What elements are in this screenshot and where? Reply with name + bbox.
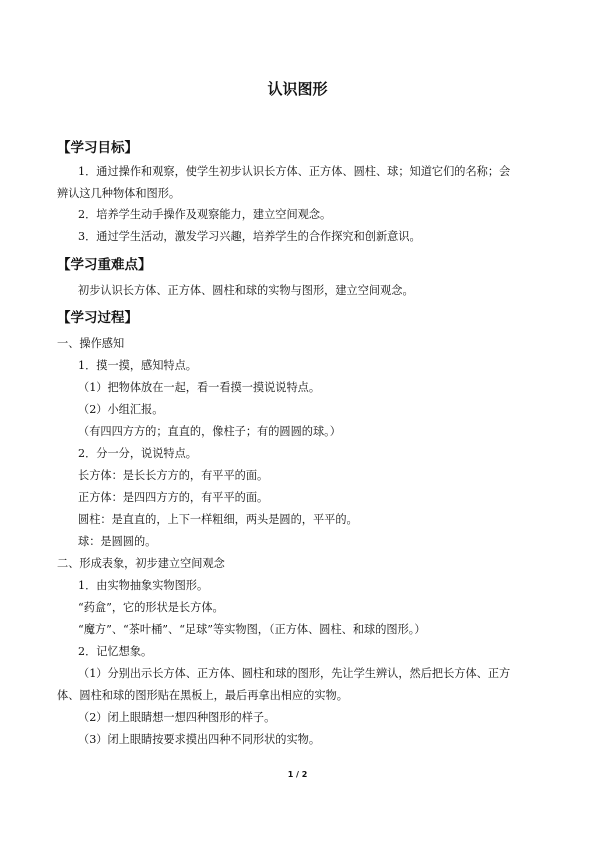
goal-2: 2．培养学生动手操作及观察能力，建立空间观念。 (78, 208, 332, 221)
section-heading-key-points: 【学习重难点】 (57, 257, 152, 273)
process-part-1-step-1: 1．摸一摸，感知特点。 (78, 359, 197, 372)
shape-sphere-description: 球：是圆圆的。 (78, 535, 157, 548)
process-part-2-sub-2: （2）闭上眼睛想一想四种图形的样子。 (78, 711, 276, 724)
shape-cube-description: 正方体：是四四方方的，有平平的面。 (78, 491, 269, 504)
process-part-2-objects: “魔方”、“茶叶桶”、“足球”等实物图，（正方体、圆柱、和球的图形。） (78, 623, 426, 636)
process-part-2-medicine: “药盒”，它的形状是长方体。 (78, 601, 224, 614)
section-heading-process: 【学习过程】 (57, 310, 138, 326)
shape-cuboid-description: 长方体：是长长方方的，有平平的面。 (78, 469, 269, 482)
process-part-2-sub-3: （3）闭上眼睛按要求摸出四种不同形状的实物。 (78, 733, 321, 746)
section-heading-goals: 【学习目标】 (57, 140, 138, 156)
key-points-text: 初步认识长方体、正方体、圆柱和球的实物与图形，建立空间观念。 (78, 284, 414, 297)
page-number: 1 / 2 (287, 770, 308, 779)
shape-cylinder-description: 圆柱：是直直的，上下一样粗细，两头是圆的，平平的。 (78, 513, 358, 526)
process-part-1-sub-3: （有四四方方的；直直的，像柱子；有的圆圆的球。） (78, 425, 341, 438)
process-part-1-step-2: 2．分一分，说说特点。 (78, 447, 197, 460)
goal-1-line-2: 辨认这几种物体和图形。 (57, 187, 181, 200)
process-part-2-step-2: 2．记忆想象。 (78, 645, 153, 658)
process-part-2-step-1: 1．由实物抽象实物图形。 (78, 579, 209, 592)
goal-3: 3．通过学生活动，激发学习兴趣，培养学生的合作探究和创新意识。 (78, 230, 421, 243)
process-part-2-sub-1-line-1: （1）分别出示长方体、正方体、圆柱和球的图形，先让学生辨认，然后把长方体、正方 (78, 667, 511, 680)
process-part-2-sub-1-line-2: 体、圆柱和球的图形贴在黑板上，最后再拿出相应的实物。 (57, 689, 348, 702)
process-part-1-heading: 一、操作感知 (57, 337, 125, 350)
goal-1-line-1: 1．通过操作和观察，使学生初步认识长方体、正方体、圆柱、球；知道它们的名称；会 (78, 165, 511, 178)
process-part-1-sub-1: （1）把物体放在一起，看一看摸一摸说说特点。 (78, 381, 321, 394)
document-title: 认识图形 (267, 80, 328, 98)
process-part-2-heading: 二、形成表象，初步建立空间观念 (57, 557, 225, 570)
process-part-1-sub-2: （2）小组汇报。 (78, 403, 164, 416)
